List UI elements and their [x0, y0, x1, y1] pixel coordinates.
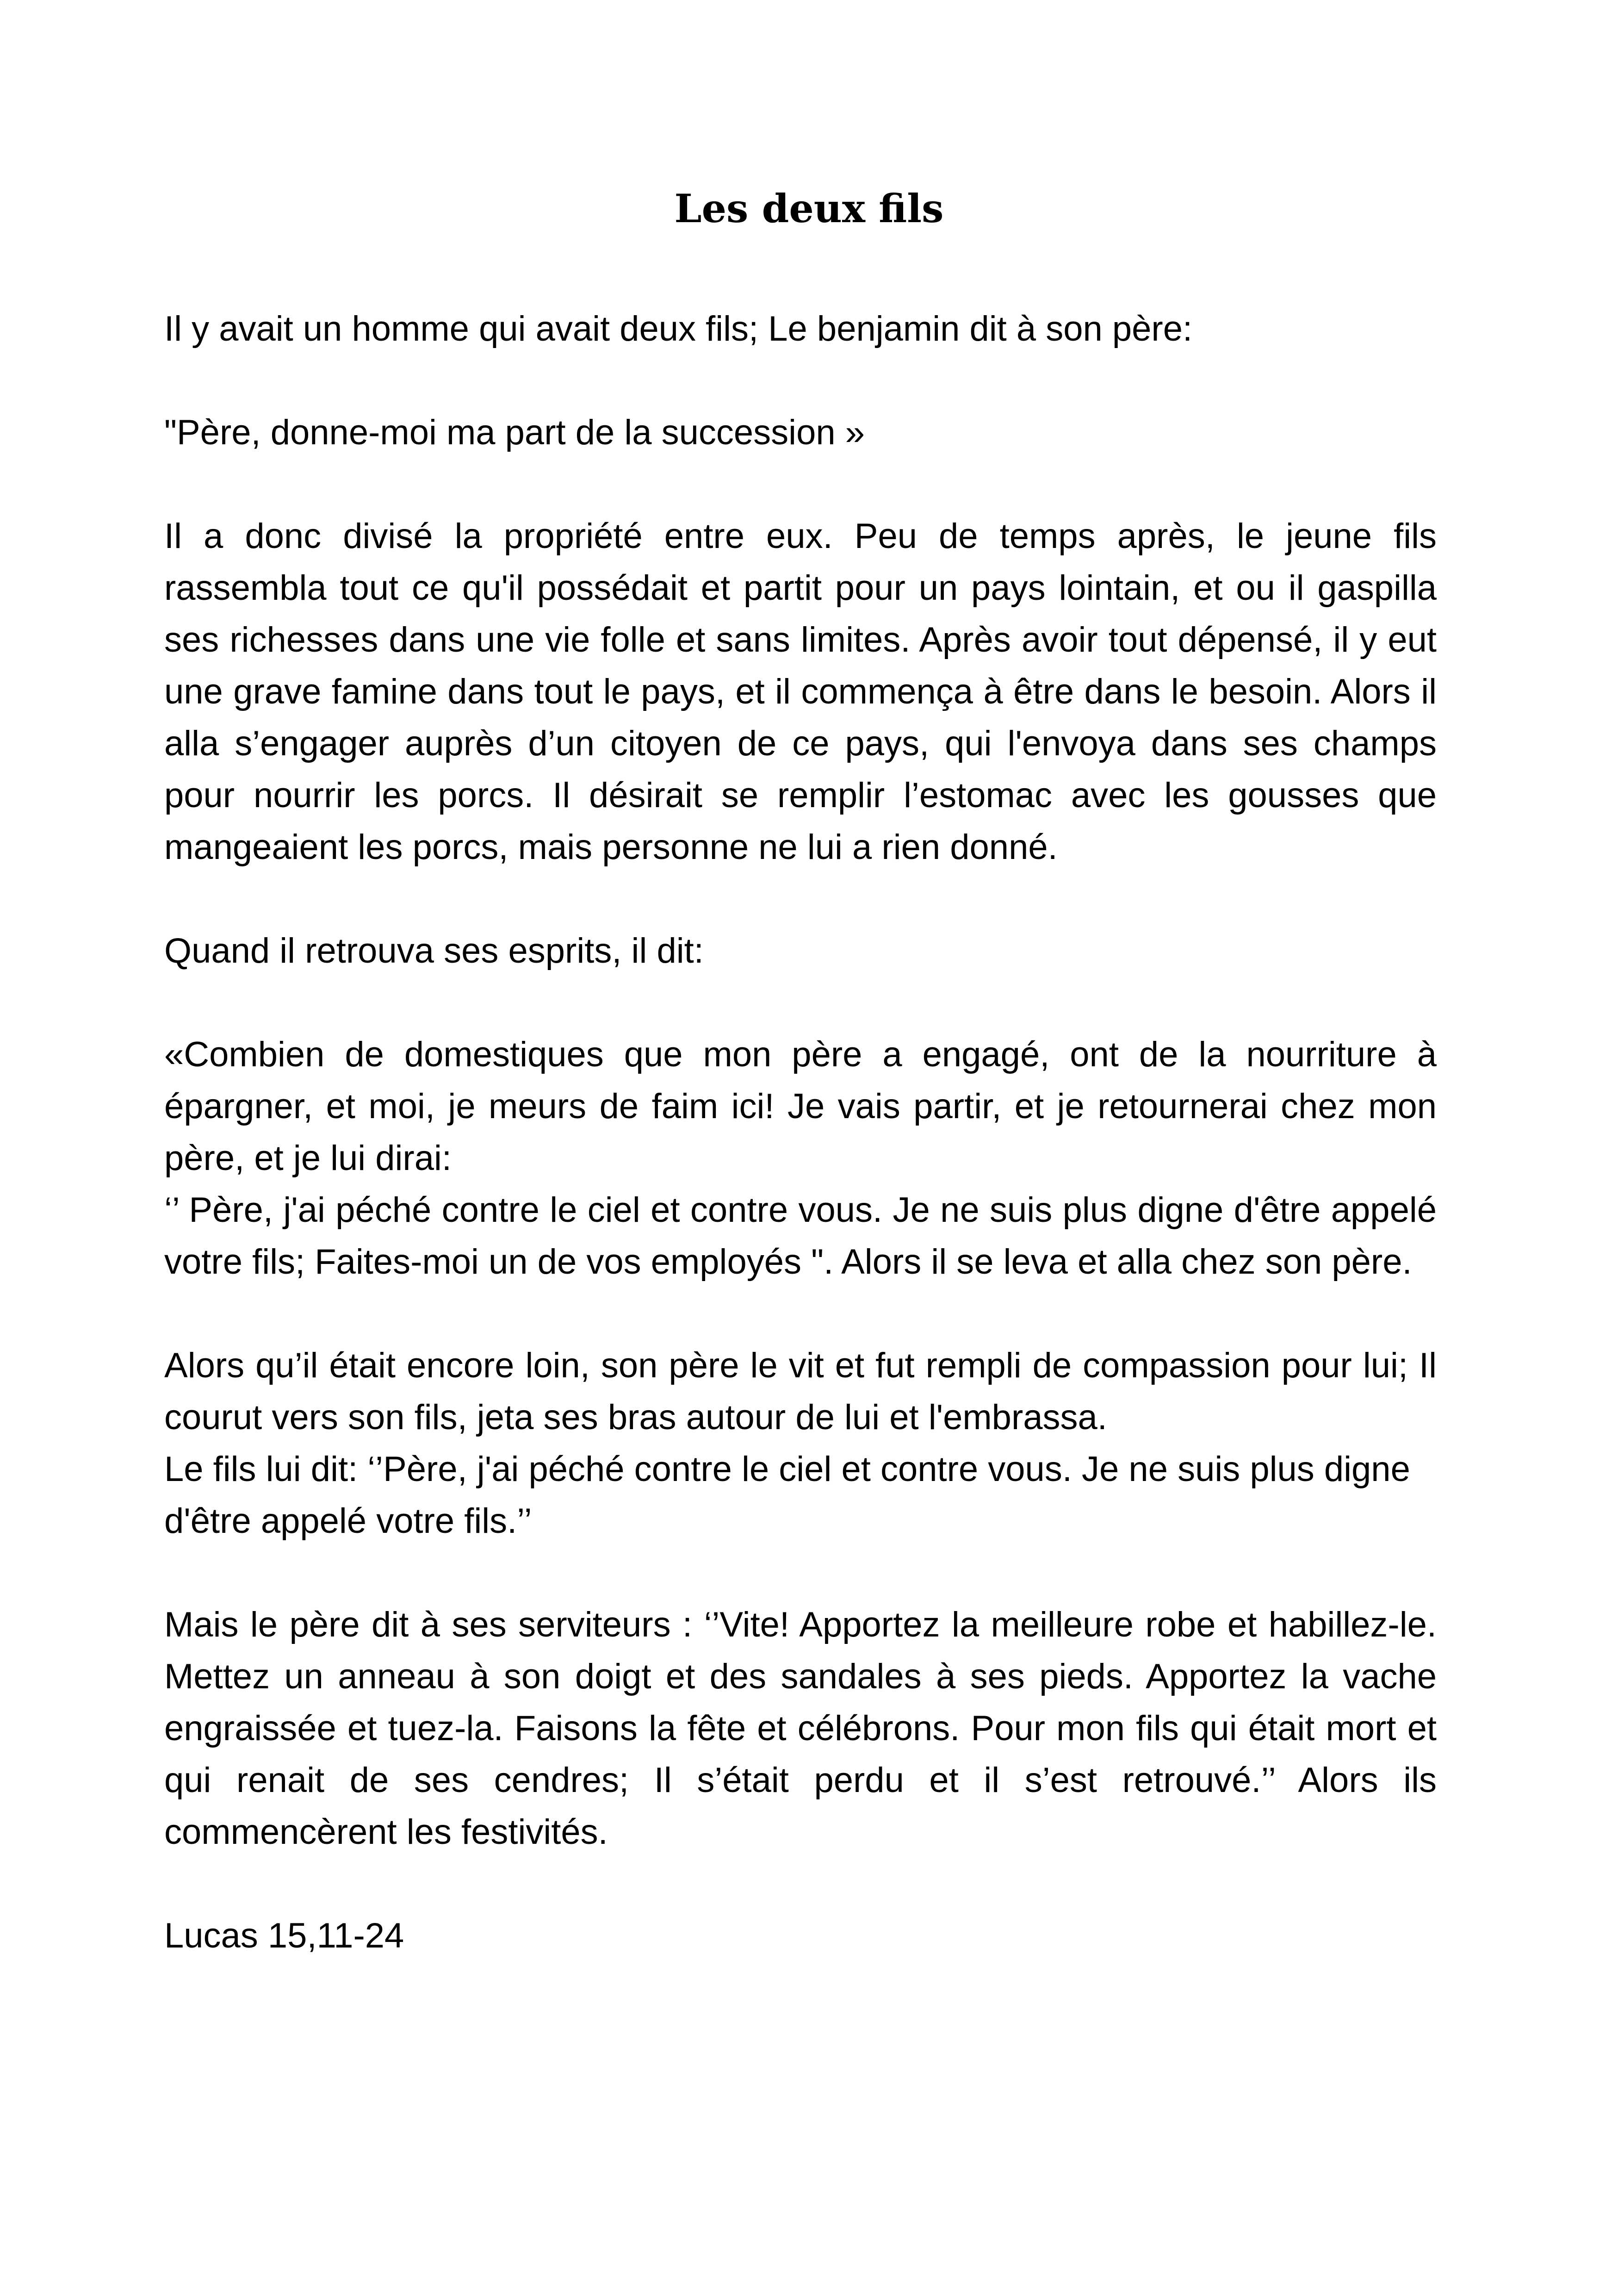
document-body — [164, 303, 1437, 2014]
paragraph-return: Alors qu’il était encore loin, son père le vit et fut rempli de compassion pour lui; Il courut vers son fils, jeta ses bras autour de lui et l'embrassa. — [164, 1346, 1437, 1437]
citation-reference: Lucas 15,11-24 — [164, 1916, 404, 1955]
paragraph-celebration: Mais le père dit à ses serviteurs : ‘’Vite! Apportez la meilleure robe et habillez-le. Mettez un anneau à son doigt et des sandales à ses pieds. Apportez la vache engraissée et tuez-la. Faisons la fête et célébrons. Pour mon fils qui était mort et qui renait de ses cendres; Il s’était perdu et il s’est retrouvé.’’ Alors ils commencèrent les festivités. — [164, 1605, 1437, 1852]
paragraph-confession: ‘’ Père, j'ai péché contre le ciel et contre vous. Je ne suis plus digne d'être appelé votre fils; Faites-moi un de vos employés ". Alors il se leva et alla chez son père. — [164, 1190, 1437, 1282]
document-title: Les deux fils — [674, 186, 944, 231]
paragraph-son-speech: Le fils lui dit: ‘’Père, j'ai péché contre le ciel et contre vous. Je ne suis plus digne d'être appelé votre fils.’’ — [164, 1450, 1410, 1541]
paragraph-intro: Il y avait un homme qui avait deux fils; Le benjamin dit à son père: — [164, 309, 1193, 348]
paragraph-monologue: «Combien de domestiques que mon père a engagé, ont de la nourriture à épargner, et moi, je meurs de faim ici! Je vais partir, et je retournerai chez mon père, et je lui dirai: — [164, 1035, 1437, 1178]
paragraph-request: "Père, donne-moi ma part de la succession » — [164, 413, 865, 452]
paragraph-departure: Il a donc divisé la propriété entre eux. Peu de temps après, le jeune fils rassembla tout ce qu'il possédait et partit pour un pays lointain, et ou il gaspilla ses richesses dans une vie folle et sans limites. Après avoir tout dépensé, il y eut une grave famine dans tout le pays, et il commença à être dans le besoin. Alors il alla s’engager auprès d’un citoyen de ce pays, qui l'envoya dans ses champs pour nourrir les porcs. Il désirait se remplir l’estomac avec les gousses que mangeaient les porcs, mais personne ne lui a rien donné. — [164, 516, 1437, 867]
paragraph-realization: Quand il retrouva ses esprits, il dit: — [164, 931, 704, 971]
